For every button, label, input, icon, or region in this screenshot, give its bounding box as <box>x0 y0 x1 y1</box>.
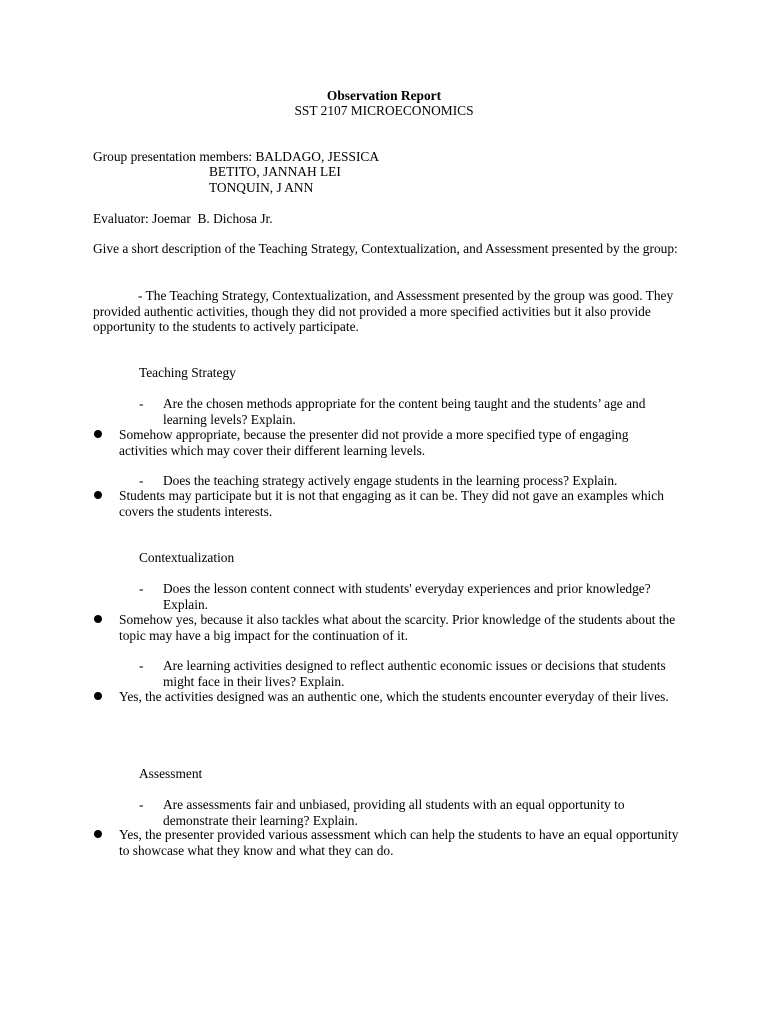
answer-text: Yes, the presenter provided various assessment which can help the students to have an equal opportunity to showcase what they know and what they can do. <box>119 827 679 858</box>
question-text: Does the teaching strategy actively engage students in the learning process? Explain. <box>163 473 618 488</box>
evaluator-line: Evaluator: Joemar B. Dichosa Jr. <box>93 211 273 226</box>
section-heading: Assessment <box>139 766 203 781</box>
dash-marker: - <box>139 396 144 411</box>
answer-text: Yes, the activities designed was an authentic one, which the students encounter everyday of their lives. <box>119 689 669 704</box>
question-text: Are the chosen methods appropriate for the content being taught and the students’ age and learning levels? Explain. <box>163 396 646 427</box>
question-text: Are assessments fair and unbiased, providing all students with an equal opportunity to demonstrate their learning? Explain. <box>163 797 625 828</box>
dash-marker: - <box>139 658 144 673</box>
bullet-icon <box>94 491 102 499</box>
bullet-icon <box>94 692 102 700</box>
course-code: SST 2107 MICROECONOMICS <box>294 103 474 118</box>
summary-text: - The Teaching Strategy, Contextualization, and Assessment presented by the group was good. They provided authentic activities, though they did not provided a more specified activities but it also provide opportunity to the students to actively participate. <box>93 288 674 334</box>
member-name: TONQUIN, J ANN <box>209 180 314 195</box>
section-heading: Teaching Strategy <box>139 365 236 380</box>
group-members-line: Group presentation members: BALDAGO, JESSICA <box>93 149 380 164</box>
dash-marker: - <box>139 797 144 812</box>
answer-text: Somehow appropriate, because the presenter did not provide a more specified type of engaging activities which may cover their different learning levels. <box>119 427 629 458</box>
answer-text: Students may participate but it is not that engaging as it can be. They did not gave an examples which covers the students interests. <box>119 488 664 519</box>
section-heading: Contextualization <box>139 550 235 565</box>
bullet-icon <box>94 615 102 623</box>
bullet-icon <box>94 430 102 438</box>
description-prompt: Give a short description of the Teaching Strategy, Contextualization, and Assessment presented by the group: <box>93 241 678 256</box>
bullet-icon <box>94 830 102 838</box>
dash-marker: - <box>139 473 144 488</box>
question-text: Does the lesson content connect with students' everyday experiences and prior knowledge? Explain. <box>163 581 651 612</box>
summary-paragraph <box>93 288 683 335</box>
dash-marker: - <box>139 581 144 596</box>
report-title: Observation Report <box>326 88 442 103</box>
answer-text: Somehow yes, because it also tackles what about the scarcity. Prior knowledge of the students about the topic may have a big impact for the continuation of it. <box>119 612 676 643</box>
question-text: Are learning activities designed to reflect authentic economic issues or decisions that students might face in their lives? Explain. <box>163 658 666 689</box>
member-name: BETITO, JANNAH LEI <box>209 164 341 179</box>
